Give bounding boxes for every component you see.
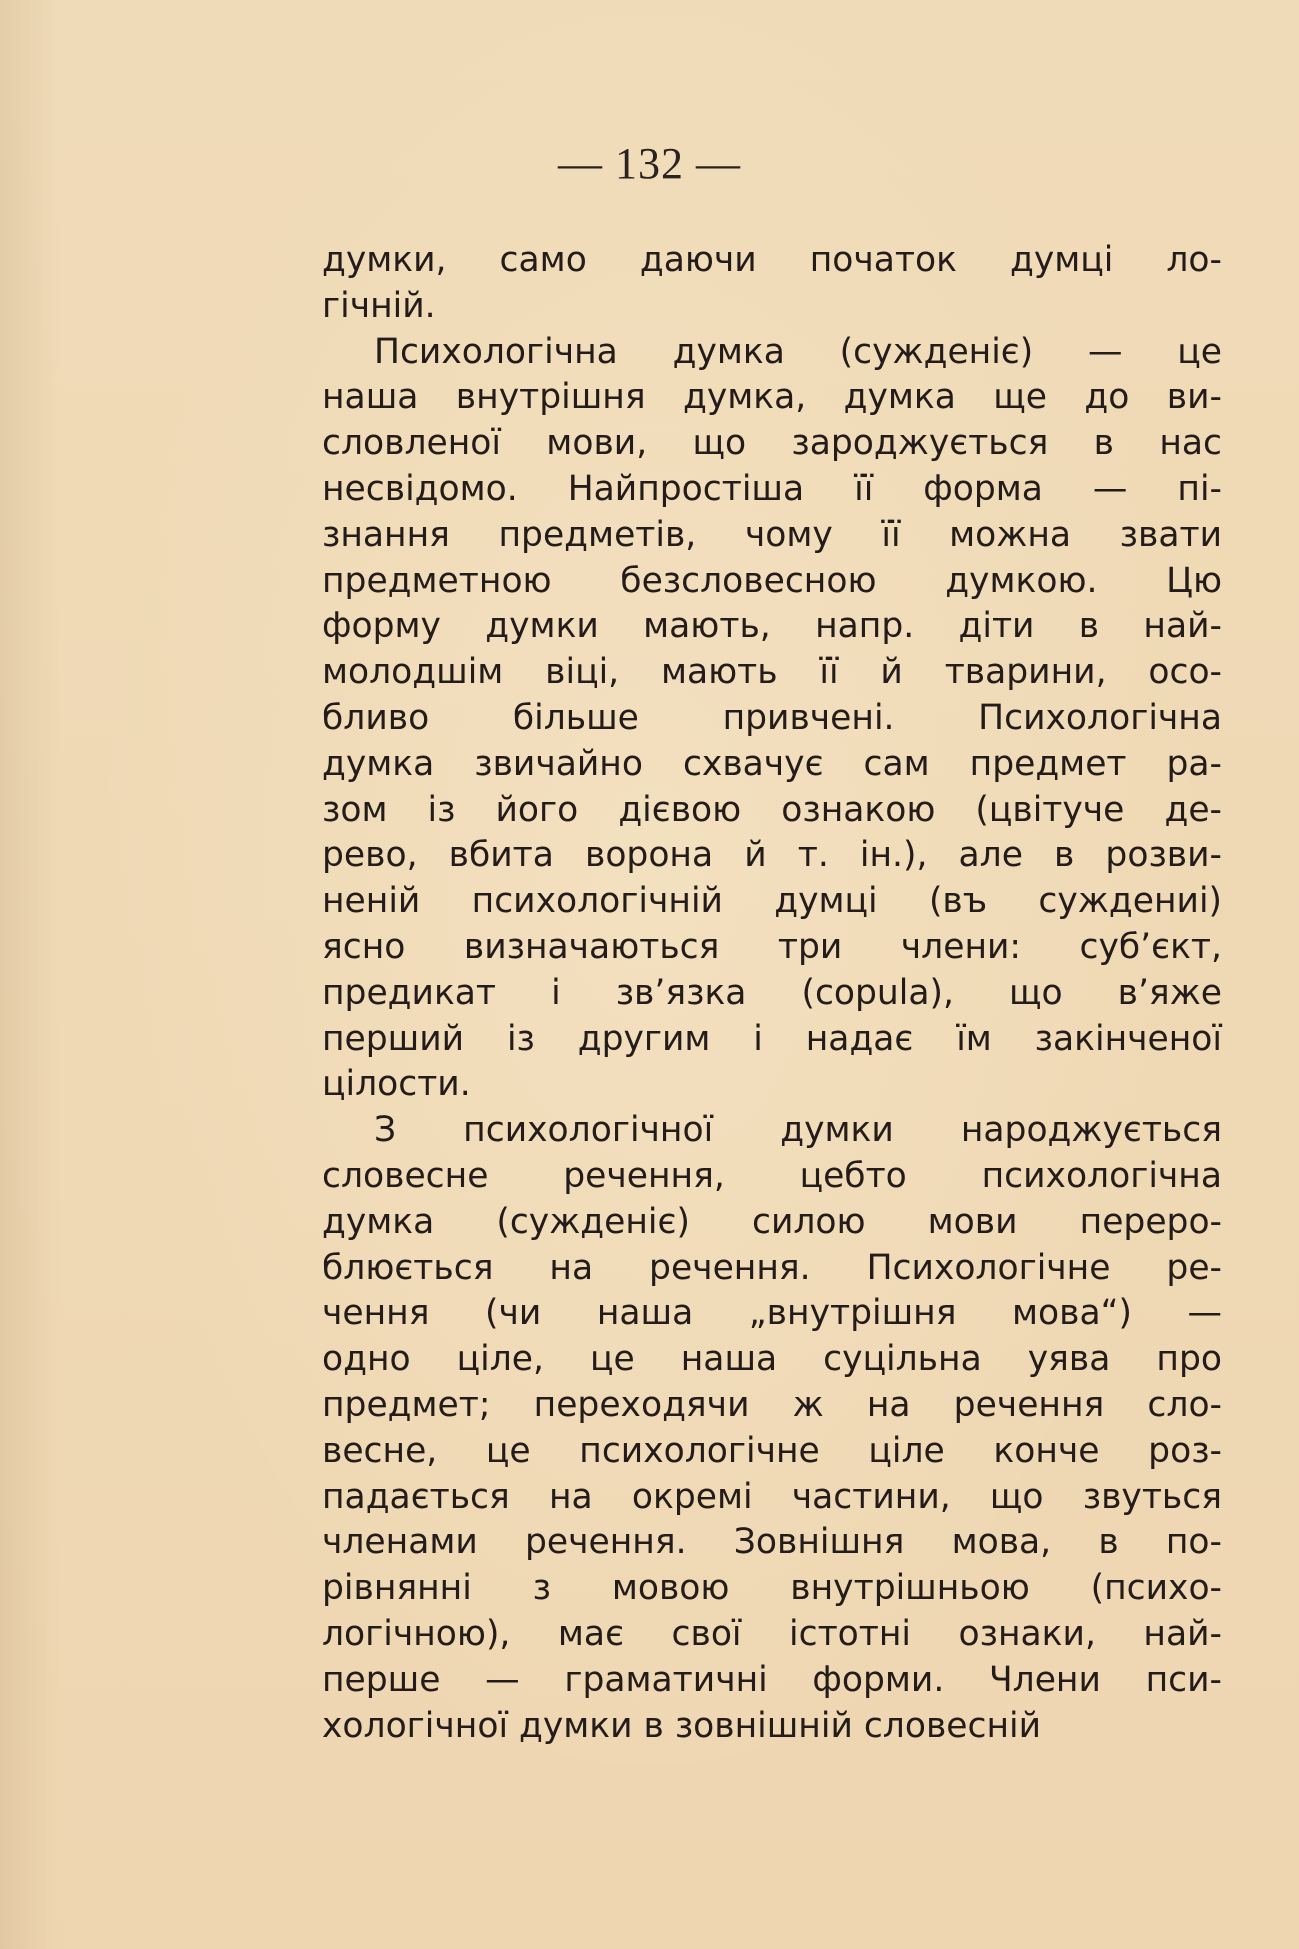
text-line: бливо більше привчені. Психологічна [322,697,1222,738]
text-line: рівнянні з мовою внутрішньою (психо- [322,1568,1222,1609]
text-line: Психологічна думка (сужденіє) — це [374,331,1222,372]
spine-shadow [0,0,60,1949]
text-line: словесне речення, цебто психологічна [322,1155,1222,1196]
body-text [322,238,1222,1749]
text-line: падається на окремі частини, що звуться [322,1476,1222,1517]
text-line: ясно визначаються три члени: суб’єкт, [322,926,1222,967]
text-line: блюється на речення. Психологічне ре- [322,1247,1222,1288]
paragraph [322,1108,1222,1749]
text-line: цілости. [322,1064,471,1105]
text-line: логічною), має свої істотні ознаки, най- [322,1613,1222,1654]
text-line: гічній. [322,285,436,326]
text-line: З психологічної думки народжується [374,1110,1222,1151]
text-line: предикат і зв’язка (copula), що в’яже [322,972,1222,1013]
text-line: наша внутрішня думка, думка ще до ви- [322,377,1222,418]
text-line: предметною безсловесною думкою. Цю [322,560,1222,601]
text-line: знання предметів, чому її можна звати [322,514,1222,555]
text-line: рево, вбита ворона й т. ін.), але в розви- [322,835,1222,876]
text-line: молодшім віці, мають її й тварини, осо- [322,652,1222,693]
text-line: думка звичайно схвачує сам предмет ра- [322,743,1222,784]
text-line: членами речення. Зовнішня мова, в по- [322,1522,1222,1563]
text-line: хологічної думки в зовнішній словесній [322,1705,1042,1746]
paragraph [322,238,1222,330]
text-line: перший із другим і надає їм закінченої [322,1018,1222,1059]
text-line: чення (чи наша „внутрішня мова“) — [322,1293,1222,1334]
text-line: несвідомо. Найпростіша її форма — пі- [322,468,1222,509]
text-line: предмет; переходячи ж на речення сло- [322,1384,1222,1425]
text-line: весне, це психологічне ціле конче роз- [322,1430,1222,1471]
text-line: форму думки мають, напр. діти в най- [322,606,1222,647]
text-line: одно ціле, це наша суцільна уява про [322,1339,1222,1380]
page-number: — 132 — [558,139,741,188]
text-line: думки, само даючи початок думці ло- [322,240,1222,280]
text-line: неній психологічній думці (въ суждениі) [322,881,1222,922]
text-line: перше — граматичні форми. Члени пси- [322,1659,1222,1700]
text-line: словленої мови, що зароджується в нас [322,423,1222,464]
text-line: думка (сужденіє) силою мови переро- [322,1201,1222,1242]
paragraph [322,330,1222,1109]
text-line: зом із його дієвою ознакою (цвітуче де- [322,789,1222,830]
